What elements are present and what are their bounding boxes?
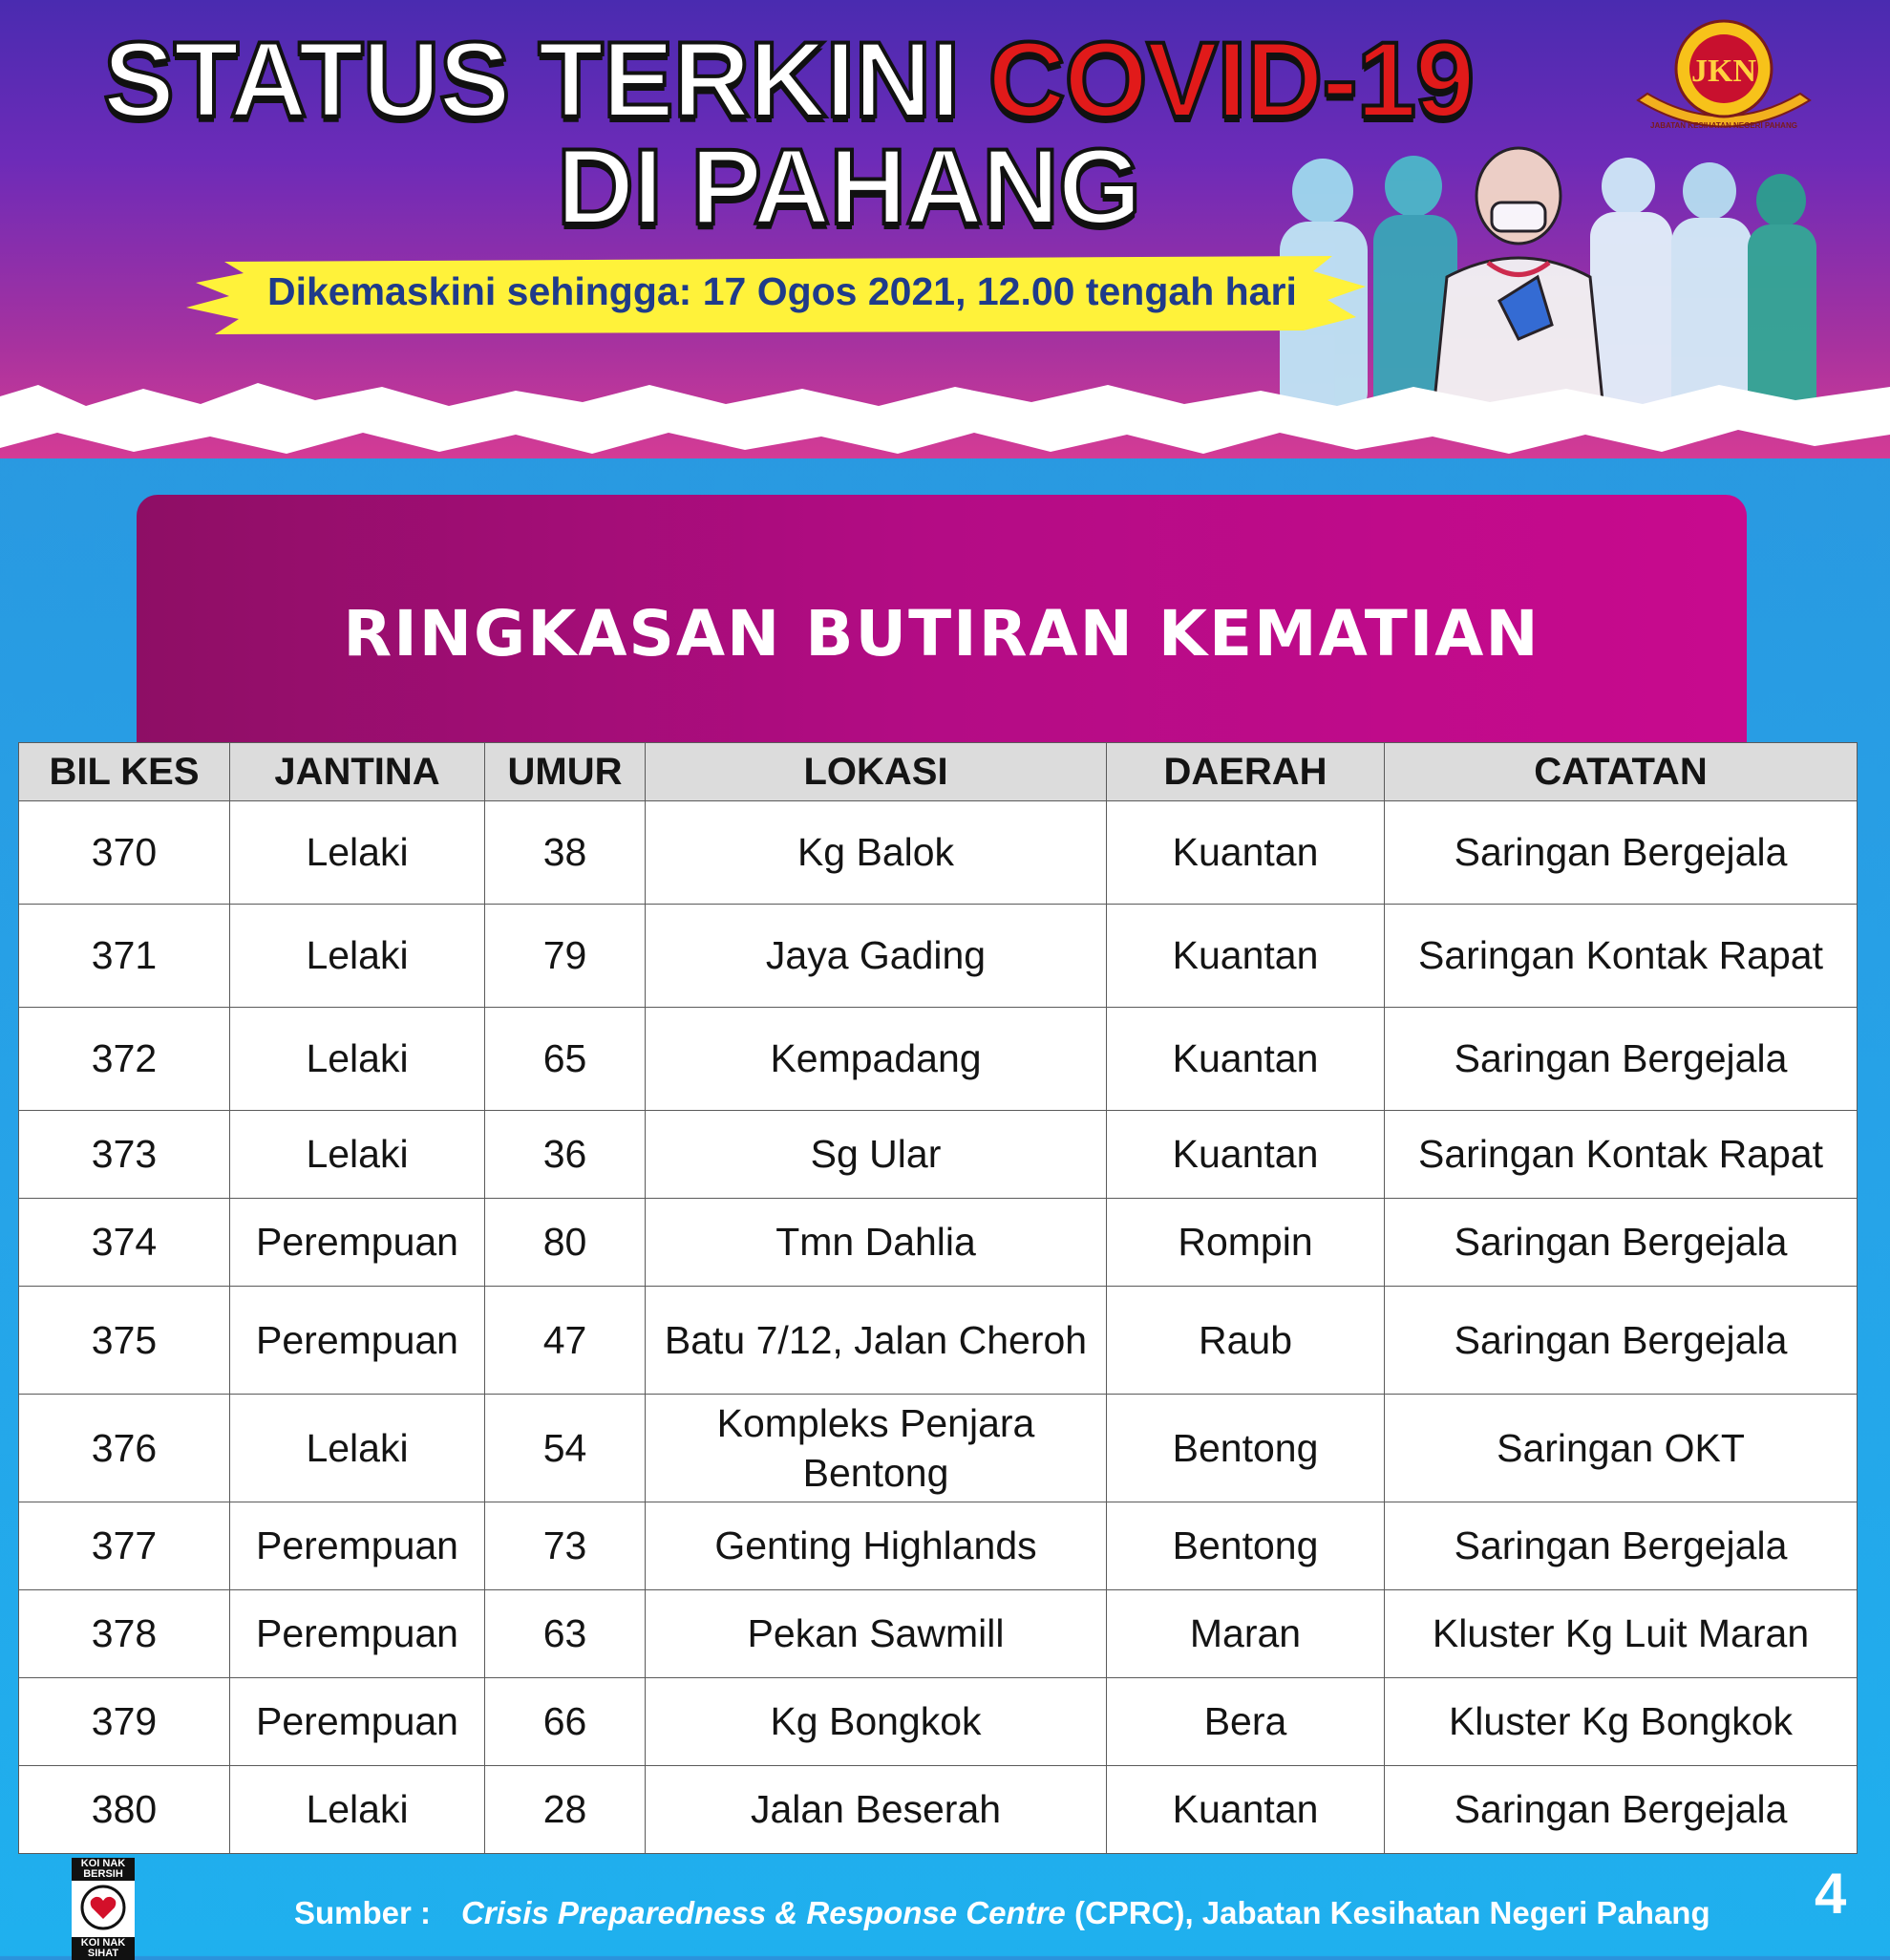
cell-lokasi: Kempadang: [646, 1008, 1107, 1111]
cell-bil: 373: [19, 1111, 230, 1199]
source-organisation: Crisis Preparedness & Response Centre: [461, 1895, 1066, 1930]
cell-umur: 54: [485, 1395, 646, 1502]
source-rest: (CPRC), Jabatan Kesihatan Negeri Pahang: [1065, 1895, 1710, 1930]
headline-line-2: DI PAHANG: [557, 127, 1141, 246]
cell-lokasi: Kg Balok: [646, 801, 1107, 905]
col-header-catatan: CATATAN: [1385, 743, 1858, 801]
cell-lokasi: Jalan Beserah: [646, 1766, 1107, 1854]
cell-jantina: Lelaki: [230, 1008, 485, 1111]
logo-initials: JKN: [1691, 53, 1756, 89]
cell-daerah: Rompin: [1107, 1199, 1385, 1287]
cell-jantina: Lelaki: [230, 905, 485, 1008]
cell-lokasi: Jaya Gading: [646, 905, 1107, 1008]
cell-bil: 379: [19, 1678, 230, 1766]
logo-caption: JABATAN KESIHATAN NEGERI PAHANG: [1650, 121, 1797, 130]
cell-lokasi: Genting Highlands: [646, 1502, 1107, 1590]
col-header-jantina: JANTINA: [230, 743, 485, 801]
cell-lokasi: Sg Ular: [646, 1111, 1107, 1199]
cell-daerah: Raub: [1107, 1287, 1385, 1395]
cell-jantina: Perempuan: [230, 1502, 485, 1590]
cell-catatan: Saringan Bergejala: [1385, 1502, 1858, 1590]
cell-lokasi: Kompleks Penjara Bentong: [646, 1395, 1107, 1502]
cell-umur: 66: [485, 1678, 646, 1766]
torn-paper-edge: [0, 377, 1890, 482]
cell-jantina: Perempuan: [230, 1590, 485, 1678]
cell-daerah: Maran: [1107, 1590, 1385, 1678]
cell-daerah: Kuantan: [1107, 905, 1385, 1008]
col-header-lokasi: LOKASI: [646, 743, 1107, 801]
updated-timestamp: Dikemaskini sehingga: 17 Ogos 2021, 12.00 tengah hari: [267, 269, 1297, 313]
cell-daerah: Kuantan: [1107, 1008, 1385, 1111]
col-header-bil-kes: BIL KES: [19, 743, 230, 801]
koi-bottom-text: KOI NAK SIHAT: [72, 1937, 135, 1960]
headline-covid: COVID-19: [987, 20, 1475, 139]
cell-daerah: Bentong: [1107, 1502, 1385, 1590]
source-label: Sumber :: [294, 1895, 432, 1930]
col-header-umur: UMUR: [485, 743, 646, 801]
cell-jantina: Lelaki: [230, 801, 485, 905]
cell-catatan: Saringan Kontak Rapat: [1385, 905, 1858, 1008]
cell-catatan: Saringan Bergejala: [1385, 1766, 1858, 1854]
table-row: [19, 1395, 1858, 1502]
cell-bil: 378: [19, 1590, 230, 1678]
death-details-table: [18, 742, 1858, 1854]
cell-jantina: Perempuan: [230, 1287, 485, 1395]
cell-umur: 63: [485, 1590, 646, 1678]
cell-lokasi: Kg Bongkok: [646, 1678, 1107, 1766]
headline-status: STATUS TERKINI: [103, 20, 988, 139]
cell-umur: 38: [485, 801, 646, 905]
cell-bil: 374: [19, 1199, 230, 1287]
cell-lokasi: Pekan Sawmill: [646, 1590, 1107, 1678]
col-header-daerah: DAERAH: [1107, 743, 1385, 801]
cell-daerah: Kuantan: [1107, 1111, 1385, 1199]
cell-bil: 371: [19, 905, 230, 1008]
table-row: [19, 1590, 1858, 1678]
table-row: [19, 1199, 1858, 1287]
cell-catatan: Saringan OKT: [1385, 1395, 1858, 1502]
table-row: [19, 801, 1858, 905]
cell-jantina: Perempuan: [230, 1678, 485, 1766]
cell-umur: 80: [485, 1199, 646, 1287]
cell-umur: 36: [485, 1111, 646, 1199]
cell-bil: 377: [19, 1502, 230, 1590]
koi-top-text: KOI NAK BERSIH: [72, 1858, 135, 1881]
cell-catatan: Saringan Bergejala: [1385, 1287, 1858, 1395]
cell-lokasi: Tmn Dahlia: [646, 1199, 1107, 1287]
cell-daerah: Kuantan: [1107, 1766, 1385, 1854]
cell-catatan: Saringan Bergejala: [1385, 801, 1858, 905]
table-row: [19, 1678, 1858, 1766]
cell-daerah: Bentong: [1107, 1395, 1385, 1502]
headline-line-1: [103, 20, 1475, 139]
table-row: [19, 1287, 1858, 1395]
koi-nak-sihat-badge: [72, 1858, 135, 1959]
panel-title: RINGKASAN BUTIRAN KEMATIAN: [343, 597, 1540, 671]
cell-bil: 375: [19, 1287, 230, 1395]
table-row: [19, 1111, 1858, 1199]
cell-jantina: Lelaki: [230, 1766, 485, 1854]
table-row: [19, 1502, 1858, 1590]
jkn-logo: [1628, 10, 1819, 134]
table-row: [19, 1766, 1858, 1854]
page-number: 4: [1815, 1862, 1847, 1926]
cell-catatan: Kluster Kg Luit Maran: [1385, 1590, 1858, 1678]
cell-daerah: Kuantan: [1107, 801, 1385, 905]
cell-umur: 79: [485, 905, 646, 1008]
cell-jantina: Lelaki: [230, 1111, 485, 1199]
cell-daerah: Bera: [1107, 1678, 1385, 1766]
cell-umur: 65: [485, 1008, 646, 1111]
cell-catatan: Kluster Kg Bongkok: [1385, 1678, 1858, 1766]
source-credit: [294, 1895, 1710, 1931]
cell-catatan: Saringan Kontak Rapat: [1385, 1111, 1858, 1199]
cell-bil: 372: [19, 1008, 230, 1111]
cell-umur: 47: [485, 1287, 646, 1395]
table-header-row: [19, 743, 1858, 801]
cell-umur: 73: [485, 1502, 646, 1590]
heart-icon: [79, 1881, 127, 1934]
cell-catatan: Saringan Bergejala: [1385, 1008, 1858, 1111]
cell-umur: 28: [485, 1766, 646, 1854]
cell-catatan: Saringan Bergejala: [1385, 1199, 1858, 1287]
cell-bil: 370: [19, 801, 230, 905]
cell-jantina: Perempuan: [230, 1199, 485, 1287]
cell-lokasi: Batu 7/12, Jalan Cheroh: [646, 1287, 1107, 1395]
cell-bil: 380: [19, 1766, 230, 1854]
cell-bil: 376: [19, 1395, 230, 1502]
cell-jantina: Lelaki: [230, 1395, 485, 1502]
table-row: [19, 1008, 1858, 1111]
table-row: [19, 905, 1858, 1008]
